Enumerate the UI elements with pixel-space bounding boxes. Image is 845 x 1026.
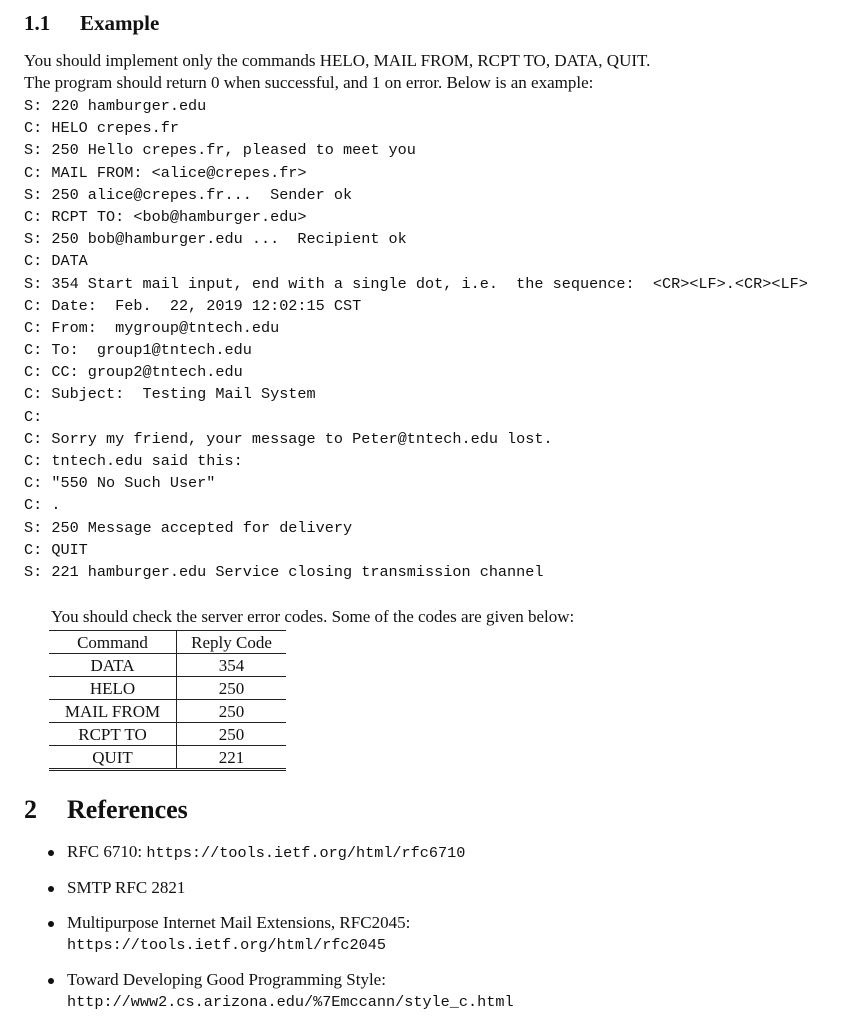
transcript-line: C: CC: group2@tntech.edu (24, 363, 243, 382)
references-list (24, 841, 836, 1013)
transcript-line: C: RCPT TO: <bob@hamburger.edu> (24, 207, 307, 226)
transcript-line: C: HELO crepes.fr (24, 119, 179, 138)
transcript-line: C: QUIT (24, 540, 88, 559)
reply-code-cell: 250 (177, 677, 287, 700)
reference-item (47, 877, 836, 899)
bullet-icon (48, 978, 54, 984)
reference-item (47, 841, 836, 864)
reference-url-link[interactable]: https://tools.ietf.org/html/rfc6710 (146, 844, 466, 863)
command-cell: RCPT TO (49, 723, 177, 746)
reference-text: SMTP RFC 2821 (67, 878, 186, 898)
table-row (49, 700, 286, 723)
table-row (49, 677, 286, 700)
command-cell: DATA (49, 654, 177, 677)
subsection-heading (24, 8, 836, 38)
codes-intro: You should check the server error codes. Some of the codes are given below: (51, 607, 575, 627)
reference-text: Multipurpose Internet Mail Extensions, RFC2045: (67, 913, 411, 933)
reply-code-cell: 354 (177, 654, 287, 677)
transcript-line: S: 221 hamburger.edu Service closing transmission channel (24, 562, 544, 581)
reply-codes-table (49, 630, 286, 771)
transcript-line: C: (24, 407, 43, 426)
reference-url-link[interactable]: http://www2.cs.arizona.edu/%7Emccann/style_c.html (67, 993, 514, 1012)
reference-item (47, 912, 836, 956)
table-row (49, 723, 286, 746)
transcript-line: S: 220 hamburger.edu (24, 97, 207, 115)
document-page (24, 8, 836, 1026)
table-header-row (49, 631, 286, 654)
reference-text: RFC 6710: (67, 842, 147, 862)
table-header-reply-code: Reply Code (177, 631, 287, 654)
smtp-transcript (24, 95, 836, 583)
section-number: 2 (24, 795, 37, 825)
transcript-line: C: Subject: Testing Mail System (24, 385, 316, 404)
reply-code-cell: 250 (177, 700, 287, 723)
transcript-line: C: To: group1@tntech.edu (24, 341, 252, 360)
reference-url-link[interactable]: https://tools.ietf.org/html/rfc2045 (67, 936, 386, 955)
reply-codes-body (49, 654, 286, 770)
transcript-line: S: 354 Start mail input, end with a single dot, i.e. the sequence: <CR><LF>.<CR><LF> (24, 274, 808, 293)
command-cell: QUIT (49, 746, 177, 770)
intro-paragraph (24, 50, 836, 94)
bullet-icon (48, 886, 54, 892)
transcript-line: C: tntech.edu said this: (24, 452, 243, 470)
transcript-line: C: From: mygroup@tntech.edu (24, 318, 280, 337)
command-cell: HELO (49, 677, 177, 700)
transcript-line: C: DATA (24, 252, 88, 271)
transcript-line: S: 250 Hello crepes.fr, pleased to meet you (24, 141, 416, 160)
table-row (49, 746, 286, 770)
bullet-icon (48, 850, 54, 856)
reference-text: Toward Developing Good Programming Style: (67, 970, 386, 990)
transcript-line: C: Date: Feb. 22, 2019 12:02:15 CST (24, 296, 362, 315)
transcript-line: C: MAIL FROM: <alice@crepes.fr> (24, 163, 307, 182)
transcript-line: C: Sorry my friend, your message to Peter@tntech.edu lost. (24, 429, 553, 448)
section-heading (24, 793, 836, 827)
reply-code-cell: 221 (177, 746, 287, 770)
transcript-line: C: "550 No Such User" (24, 474, 216, 493)
transcript-line: S: 250 alice@crepes.fr... Sender ok (24, 185, 353, 204)
table-row (49, 654, 286, 677)
subsection-title: Example (80, 11, 160, 35)
bullet-icon (48, 921, 54, 927)
transcript-line: S: 250 Message accepted for delivery (24, 518, 353, 537)
table-header-command: Command (49, 631, 177, 654)
transcript-line: S: 250 bob@hamburger.edu ... Recipient ok (24, 230, 407, 249)
section-title: References (67, 795, 188, 825)
reply-code-cell: 250 (177, 723, 287, 746)
transcript-line: C: . (24, 496, 61, 515)
reference-item (47, 969, 836, 1013)
intro-line-1: You should implement only the commands HELO, MAIL FROM, RCPT TO, DATA, QUIT. (24, 51, 651, 70)
intro-line-2: The program should return 0 when successful, and 1 on error. Below is an example: (24, 73, 594, 92)
subsection-number: 1.1 (24, 11, 51, 35)
command-cell: MAIL FROM (49, 700, 177, 723)
